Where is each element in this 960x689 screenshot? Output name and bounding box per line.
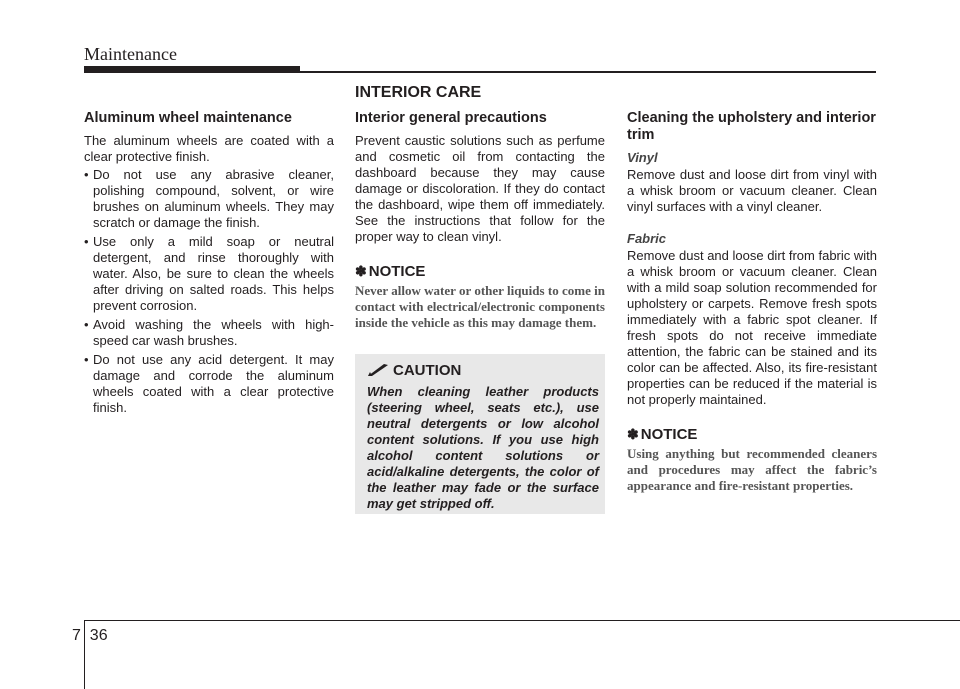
column-interior-precautions (355, 110, 605, 331)
notice-text: Never allow water or other liquids to come in contact with electrical/electronic components inside the vehicle as this may damage them. (355, 283, 605, 330)
aluminum-wheel-intro: The aluminum wheels are coated with a clear protective finish. (84, 133, 334, 164)
caution-box (355, 354, 605, 514)
caution-heading (367, 362, 461, 379)
fabric-subheading: Fabric (627, 231, 667, 246)
column-aluminum-wheels (84, 110, 334, 419)
section-heading: INTERIOR CARE (355, 84, 482, 101)
section-title: Maintenance (84, 44, 177, 64)
list-item: • Do not use any acid detergent. It may damage and corrode the aluminum wheels coated with a clear protective finish. (84, 352, 334, 416)
list-item: • Use only a mild soap or neutral detergent, and rinse thoroughly with water. Also, be sure to clean the wheels after driving on salted roads. This helps prevent corrosion. (84, 234, 334, 314)
upholstery-heading: Cleaning the upholstery and interior trim (627, 110, 876, 143)
interior-precautions-heading: Interior general precautions (355, 110, 547, 126)
notice-text: Using anything but recommended cleaners and procedures may affect the fabric’s appearance and fire-resistant properties. (627, 446, 877, 493)
column-upholstery (627, 110, 877, 494)
interior-precautions-body: Prevent caustic solutions such as perfume and cosmetic oil from contacting the dashboard because they may cause damage or discoloration. If they do contact the dashboard, wipe them off immediately. See the instructions that follow for the proper way to clean vinyl. (355, 133, 605, 244)
header-bar (84, 66, 300, 73)
asterisk-icon: ✽ (355, 263, 367, 279)
list-item: • Do not use any abrasive cleaner, polishing compound, solvent, or wire brushes on aluminum wheels. They may scratch or damage the finish. (84, 167, 334, 231)
footer-rule (84, 620, 960, 621)
vinyl-subheading: Vinyl (627, 150, 658, 165)
caution-label: CAUTION (393, 362, 462, 379)
list-item: • Avoid washing the wheels with high-speed car wash brushes. (84, 317, 334, 349)
page-index: 36 (89, 627, 108, 644)
notice-label: NOTICE (368, 263, 426, 280)
chapter-number: 7 (72, 627, 81, 644)
notice-label: NOTICE (640, 426, 698, 443)
caution-text: When cleaning leather products (steering wheel, seats etc.), use neutral detergents or low alcohol content solutions. If you use high alcohol content solutions or acid/alkaline detergents, the color of the leather may fade or the surface may get stripped off. (367, 384, 599, 511)
asterisk-icon: ✽ (627, 426, 639, 442)
vinyl-text: Remove dust and loose dirt from vinyl with a whisk broom or vacuum cleaner. Clean vinyl surfaces with a vinyl cleaner. (627, 167, 877, 214)
page-number (72, 627, 108, 645)
fabric-text: Remove dust and loose dirt from fabric with a whisk broom or vacuum cleaner. Clean with a mild soap solution recommended for upholstery or carpets. Remove fresh spots immediately with a fabric spot cleaner. If fresh spots do not receive immediate attention, the fabric can be stained and its color can be affected. Also, its fire-resistant properties can be reduced if the material is not properly maintained. (627, 248, 877, 407)
header-rule (300, 71, 876, 73)
notice-heading (627, 426, 877, 443)
aluminum-wheel-heading: Aluminum wheel maintenance (84, 110, 292, 126)
aluminum-wheel-list (84, 167, 334, 416)
notice-heading (355, 263, 605, 280)
pencil-icon (367, 363, 389, 377)
